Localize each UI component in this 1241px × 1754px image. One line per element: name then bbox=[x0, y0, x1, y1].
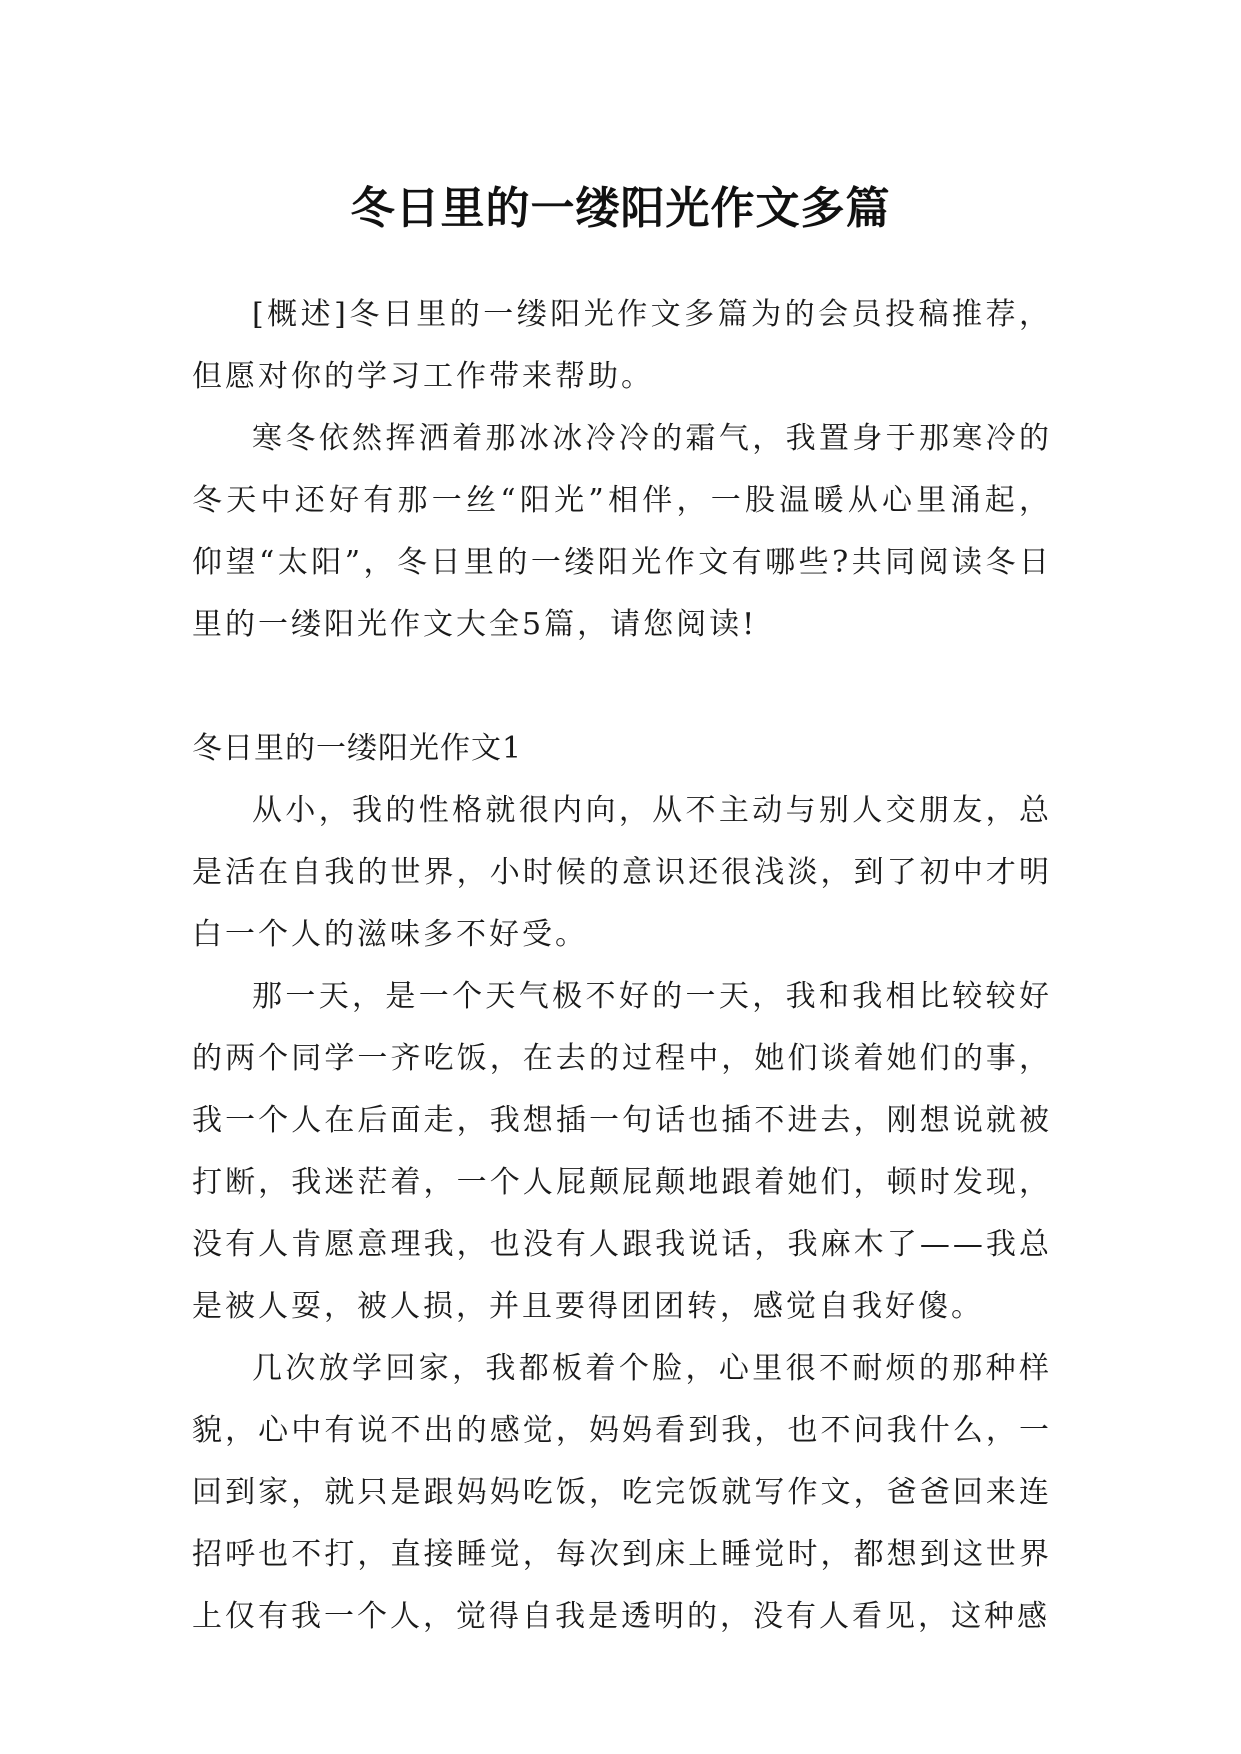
section-spacer bbox=[192, 656, 1052, 718]
lead-paragraph: 寒冬依然挥洒着那冰冰冷冷的霜气，我置身于那寒冷的冬天中还好有那一丝“阳光”相伴，一股温暖从心里涌起，仰望“太阳”，冬日里的一缕阳光作文有哪些?共同阅读冬日里的一缕阳光作文大全5篇，请您阅读! bbox=[192, 421, 1052, 642]
essay-heading: 冬日里的一缕阳光作文1 bbox=[192, 731, 523, 766]
document-title: 冬日里的一缕阳光作文多篇 bbox=[350, 183, 891, 235]
document-body bbox=[192, 284, 1052, 1648]
essay-paragraph-3: 几次放学回家，我都板着个脸，心里很不耐烦的那种样貌，心中有说不出的感觉，妈妈看到我，也不问我什么，一回到家，就只是跟妈妈吃饭，吃完饭就写作文，爸爸回来连招呼也不打，直接睡觉，每次到床上睡觉时，都想到这世界上仅有我一个人，觉得自我是透明的，没有人看见，这种感 bbox=[192, 1351, 1052, 1634]
essay-paragraph-1: 从小，我的性格就很内向，从不主动与别人交朋友，总是活在自我的世界，小时候的意识还很浅淡，到了初中才明白一个人的滋味多不好受。 bbox=[192, 793, 1052, 952]
summary-paragraph: [概述]冬日里的一缕阳光作文多篇为的会员投稿推荐，但愿对你的学习工作带来帮助。 bbox=[192, 297, 1052, 394]
essay-paragraph-2: 那一天，是一个天气极不好的一天，我和我相比较较好的两个同学一齐吃饭，在去的过程中，她们谈着她们的事，我一个人在后面走，我想插一句话也插不进去，刚想说就被打断，我迷茫着，一个人屁颠屁颠地跟着她们，顿时发现，没有人肯愿意理我，也没有人跟我说话，我麻木了——我总是被人耍，被人损，并且要得团团转，感觉自我好傻。 bbox=[192, 979, 1052, 1324]
